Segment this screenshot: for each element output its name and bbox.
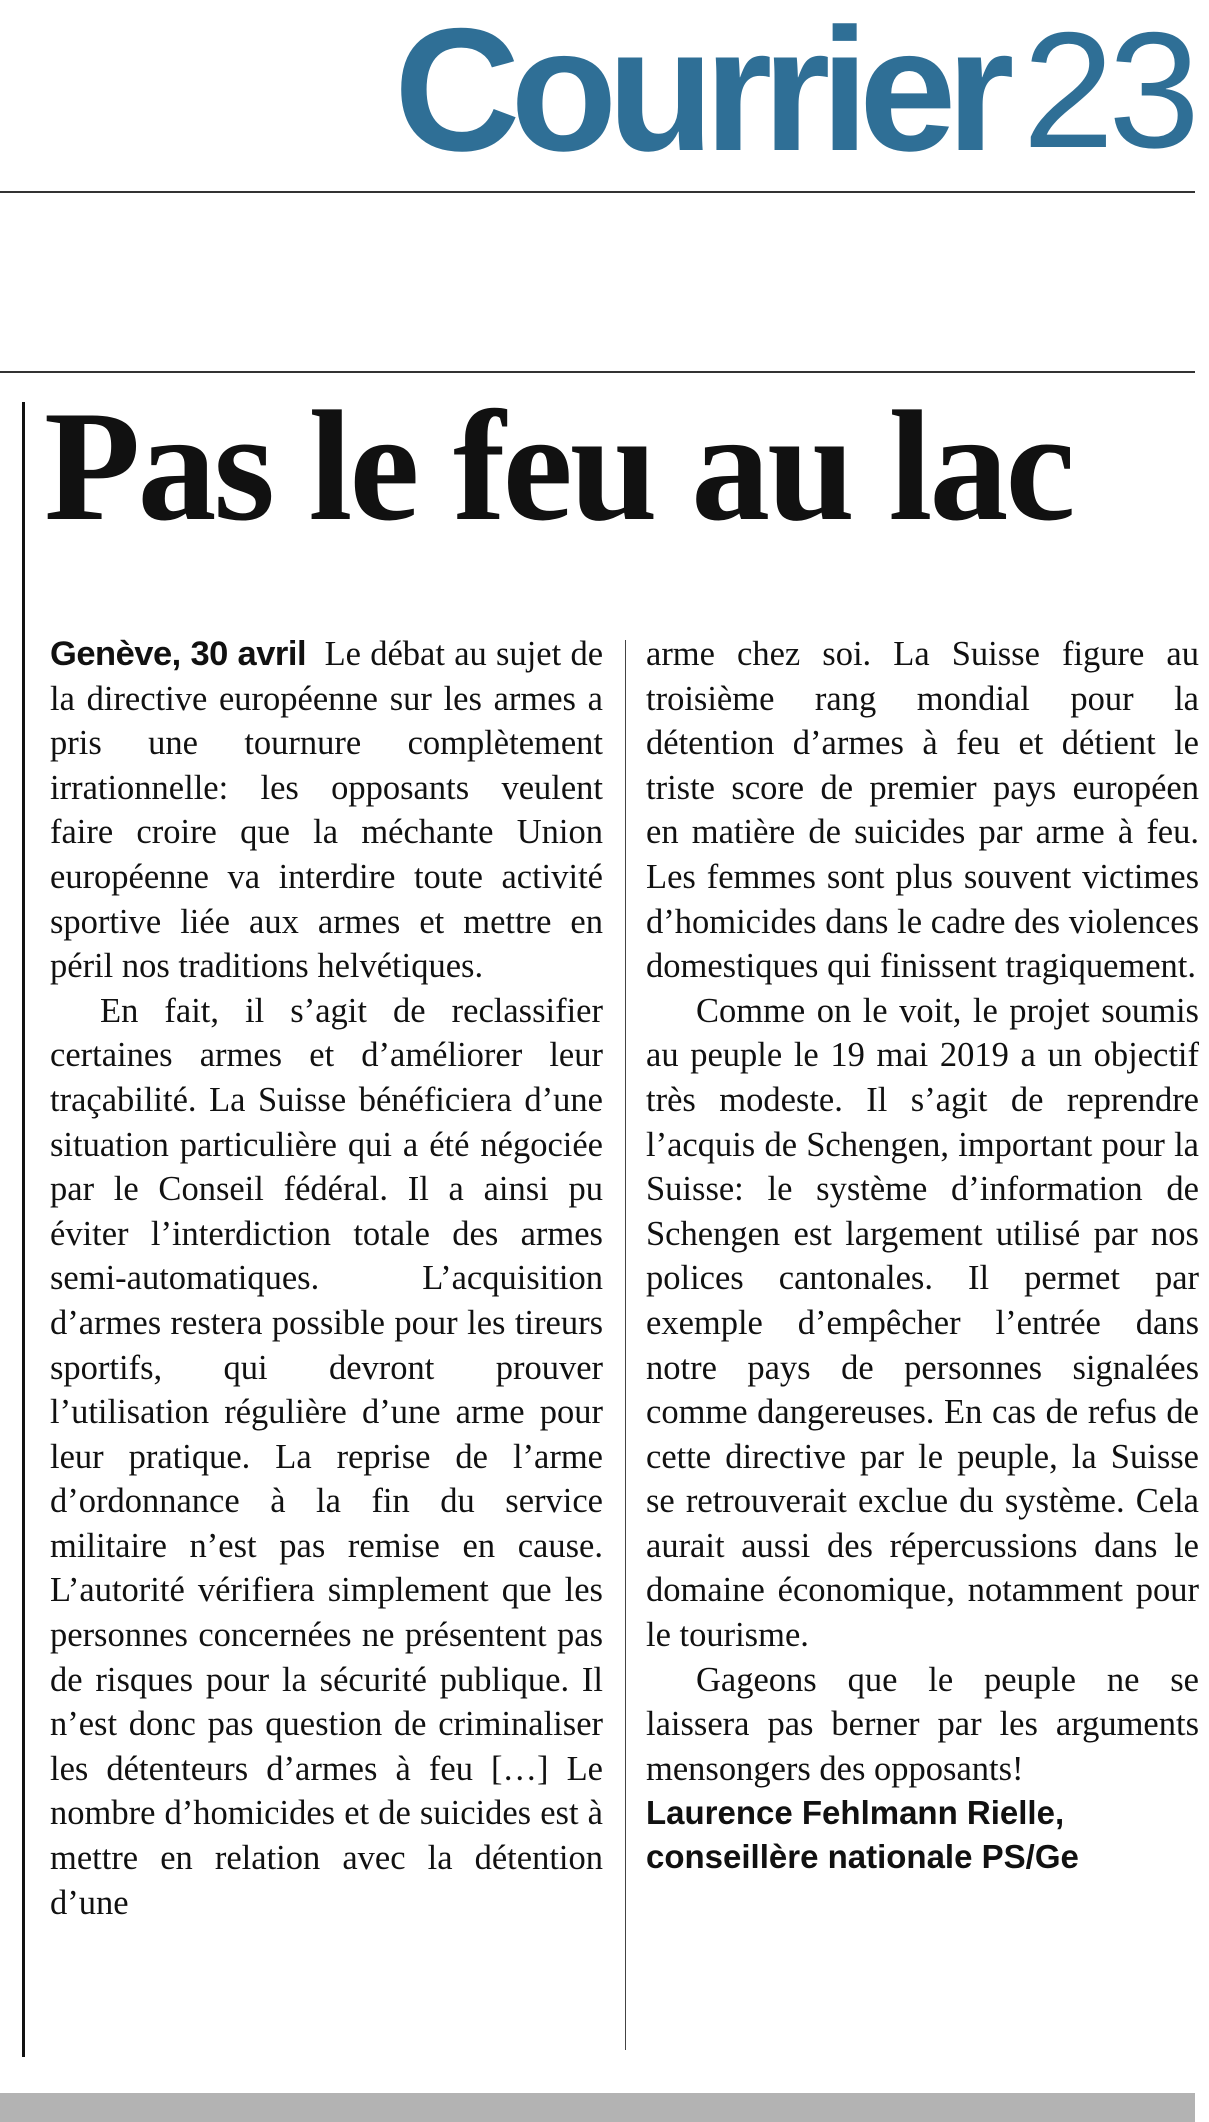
- article-left-border: [22, 402, 25, 2057]
- section-divider: [0, 371, 1195, 373]
- column-divider: [625, 640, 626, 2050]
- dateline: Genève, 30 avril: [50, 635, 307, 673]
- article-column-right: [646, 632, 1199, 1879]
- top-divider: [0, 191, 1195, 193]
- paragraph: arme chez soi. La Suisse figure au troisième rang mondial pour la détention d’armes à feu et détient le triste score de premier pays européen en matière de suicides par arme à feu. Les femmes sont plus souvent victimes d’homicides dans le cadre des violences domestiques qui finissent tragiquement.: [646, 635, 1199, 986]
- paragraph: [50, 632, 603, 989]
- author-role: conseillère nationale PS/Ge: [646, 1838, 1079, 1876]
- paragraph-text: Le débat au sujet de la directive européenne sur les armes a pris une tournure complètement irrationnelle: les opposants veulent faire croire que la méchante Union européenne va interdire toute activité sportive liée aux armes et mettre en péril nos traditions helvétiques.: [50, 635, 604, 986]
- paragraph: Comme on le voit, le projet soumis au peuple le 19 mai 2019 a un objectif très modeste. Il s’agit de reprendre l’acquis de Schengen, important pour la Suisse: le système d’information de Schengen est largement utilisé par nos polices cantonales. Il permet par exemple d’empêcher l’entrée dans notre pays de personnes signalées comme dangereuses. En cas de refus de cette directive par le peuple, la Suisse se retrouverait exclue du système. Cela aurait aussi des répercussions dans le domaine économique, notamment pour le tourisme.: [646, 991, 1199, 1655]
- paragraph: Gageons que le peuple ne se laissera pas berner par les arguments mensongers des opposants!: [646, 1660, 1199, 1788]
- masthead: [394, 0, 1194, 188]
- article-headline: Pas le feu au lac: [44, 379, 1073, 554]
- footer-bar: [0, 2093, 1195, 2122]
- article-column-left: [50, 632, 603, 1925]
- page-number: 23: [1022, 0, 1194, 182]
- masthead-title: Courrier: [394, 0, 1005, 188]
- author-name: Laurence Fehlmann Rielle,: [646, 1794, 1065, 1832]
- paragraph: En fait, il s’agit de reclassifier certaines armes et d’améliorer leur traçabilité. La Suisse bénéficiera d’une situation particulière qui a été négociée par le Conseil fédéral. Il a ainsi pu éviter l’interdiction totale des armes semi-automatiques. L’acquisition d’armes restera possible pour les tireurs sportifs, qui devront prouver l’utilisation régulière d’une arme pour leur pratique. La reprise de l’arme d’ordonnance à la fin du service militaire n’est pas remise en cause. L’autorité vérifiera simplement que les personnes concernées ne présentent pas de risques pour la sécurité publique. Il n’est donc pas question de criminaliser les détenteurs d’armes à feu […] Le nombre d’homicides et de suicides est à mettre en relation avec la détention d’une: [50, 991, 603, 1922]
